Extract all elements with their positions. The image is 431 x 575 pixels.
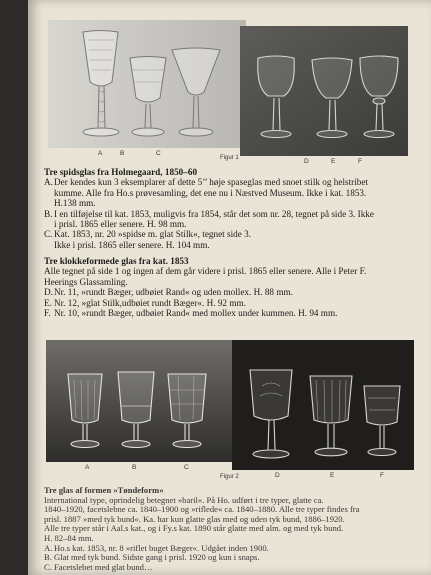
list-item: A. Der kendes kun 3 eksemplarer af dette 5’’ høje spaseglas med snoet stilk og helstribet kumme. Alle fra Ho.s prøvesamling, det ene nu i Næstved Museum. Ikke i kat. 1853. H.138 mm. xyxy=(44,177,368,209)
section-1 xyxy=(44,167,416,250)
figure-2-label-b: B xyxy=(132,464,137,471)
figure-2-photo-left xyxy=(46,340,232,462)
figure-2-label-d: D xyxy=(275,472,280,479)
list-item: A. Ho.s kat. 1853, nr. 8 »riflet buget Bæger«. Udgået inden 1900. xyxy=(44,542,269,553)
figure-1-label-d: D xyxy=(304,158,309,165)
figure-2-photo-right xyxy=(232,340,414,470)
list-item: B. I en tilføjelse til kat. 1853, muligvis fra 1854, står det som nr. 28, tegnet på side 3. Ikke i prisl. 1865 eller senere. H. 98 mm. xyxy=(44,208,374,230)
figure-1-label-c: C xyxy=(156,150,161,157)
list-item: F. Nr. 10, »rundt Bæger, udbøiet Rand« med mollex under kummen. H. 94 mm. xyxy=(44,308,338,319)
section-3-heading: Tre glas af formen »Tøndeform« xyxy=(44,485,164,495)
section-1-heading: Tre spidsglas fra Holmegaard, 1850–60 xyxy=(44,167,198,177)
figure-2-caption: Figur 2 xyxy=(220,474,239,480)
list-item: D. Nr. 11, »rundt Bæger, udbøiet Rand« og uden mollex. H. 88 mm. xyxy=(44,287,293,298)
figure-1-label-f: F xyxy=(358,158,362,165)
list-item: E. Nr. 12, »glat Stilk,udbøiet rundt Bæger«. H. 92 mm. xyxy=(44,297,246,308)
figure-2-label-a: A xyxy=(85,464,90,471)
figure-2-label-c: C xyxy=(184,464,189,471)
list-item: B. Glat med tyk bund. Sidste gang i prisl. 1920 og kun i snaps. xyxy=(44,552,260,563)
figure-1-label-a: A xyxy=(98,150,103,157)
figure-1-caption: Figur 1 xyxy=(220,155,239,161)
figure-1-photo-left xyxy=(48,20,246,148)
section-2: Tre klokkeformede glas fra kat. 1853 Alle tegnet på side 1 og ingen af dem går videre i prisl. 1865 eller senere. Alle i Peter F. Heerings Glassamling. D. Nr. 11, »rundt Bæger, udbøiet Rand« og uden mollex. H. 88 mm. E. Nr. 12, »glat Stilk,udbøiet rundt Bæger«. H. 92 mm. F. Nr. 10, »rundt Bæger, udbøiet Rand« med mollex under kummen. H. 94 mm. xyxy=(44,256,416,318)
section-2-heading: Tre klokkeformede glas fra kat. 1853 xyxy=(44,256,189,266)
figure-2-label-f: F xyxy=(380,472,384,479)
section-3: Tre glas af formen »Tøndeform« International type, oprindelig betegnet »baril«. På Ho. udført i tre typer, glatte ca. 1840–1920, facetslebne ca. 1840–1900 og »riflede« ca. 1840–1880. Alle tre typer findes fra prisl. 1887 »med tyk bund«. Ka. har kun glatte glas med og uden tyk bund, 1886–1920. Alle tre typer står i Aal.s kat., og i Fy.s kat. 1890 står glatte med alm. og med tyk bund. H. 82–84 mm. A. Ho.s kat. 1853, nr. 8 »riflet buget Bæger«. Udgået inden 1900. B. Glat med tyk bund. Sidste gang i prisl. 1920 og kun i snaps. C. Facetslebet med glat bund… xyxy=(44,486,416,572)
figure-2-label-e: E xyxy=(330,472,335,479)
figure-1-photo-right xyxy=(240,26,408,156)
figure-1-label-e: E xyxy=(331,158,336,165)
list-item: C. Facetslebet med glat bund… xyxy=(44,561,153,572)
list-item: C. Kat. 1853, nr. 20 »spidse m. glat Stilk«, tegnet side 3. Ikke i prisl. 1865 eller senere. H. 104 mm. xyxy=(44,229,252,250)
figure-1-label-b: B xyxy=(120,150,125,157)
